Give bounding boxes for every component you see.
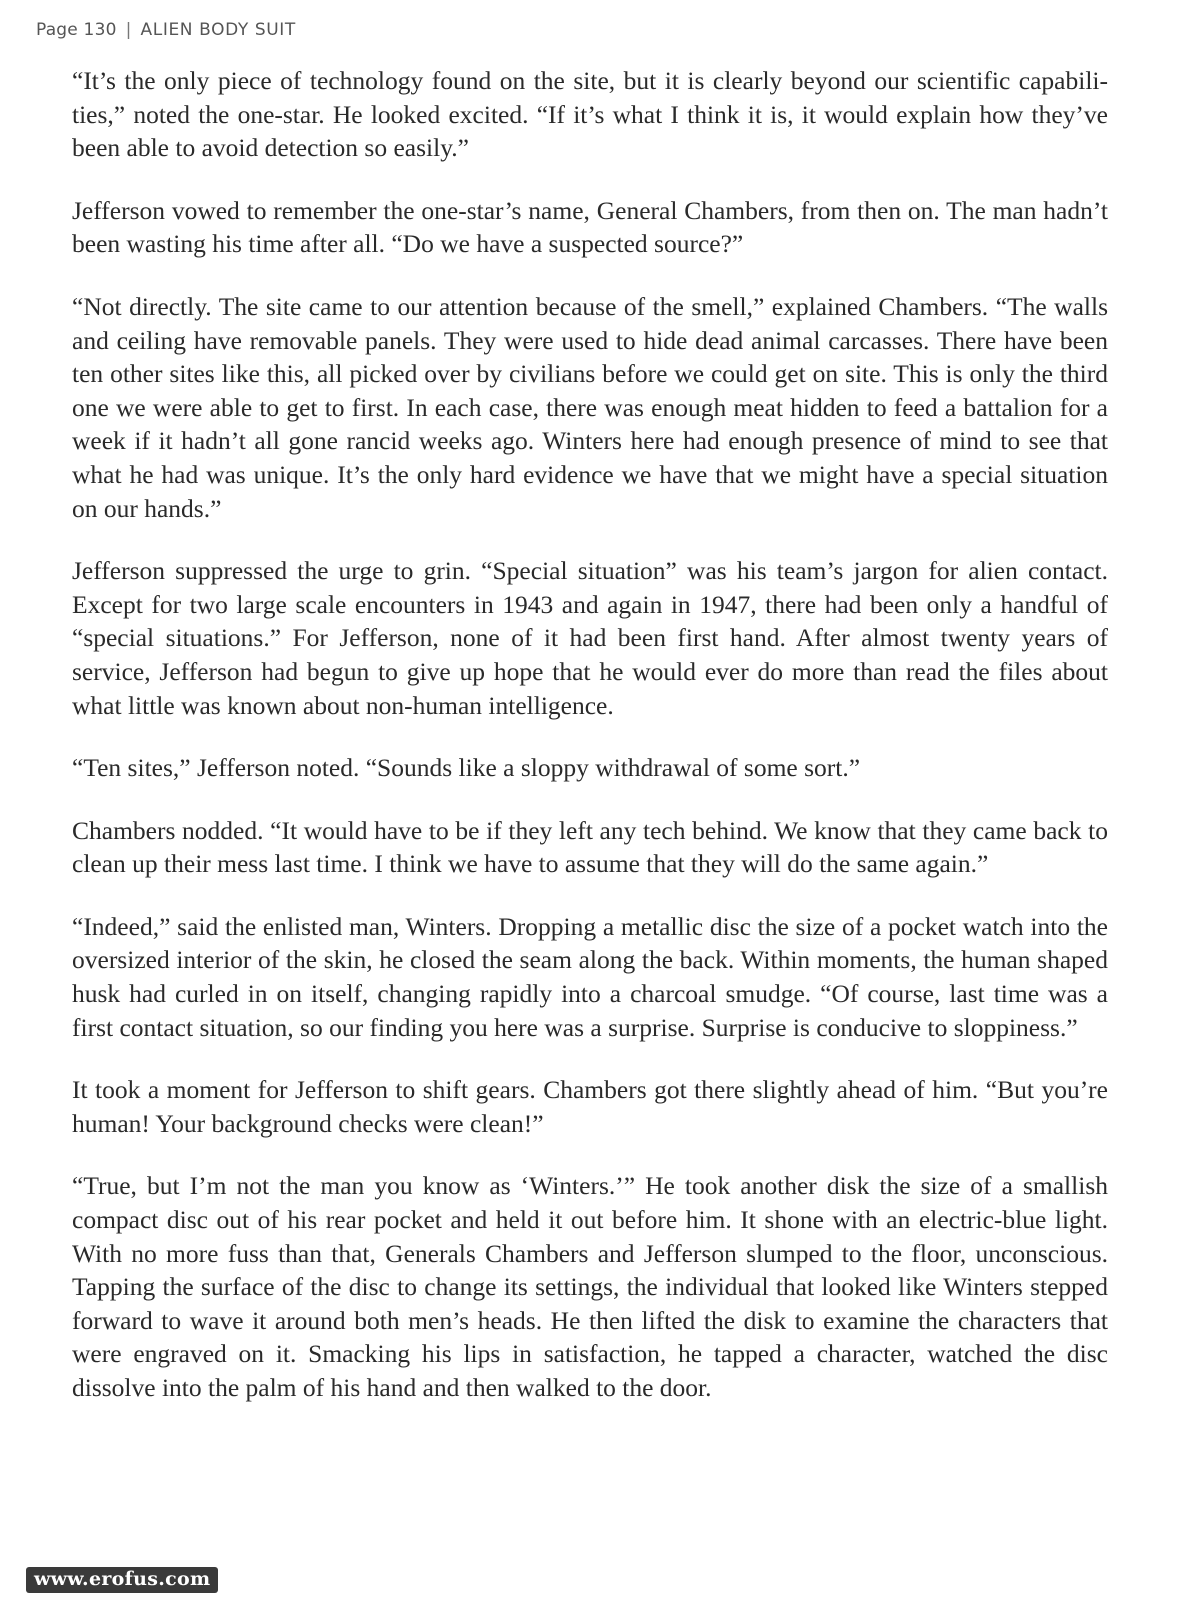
paragraph: Chambers nodded. “It would have to be if they left any tech behind. We know that they came back to clean up their mess last time. I think we have to assume that they will do the same again.” (72, 815, 1108, 879)
header-separator: | (125, 20, 132, 40)
watermark: www.erofus.com (26, 1567, 218, 1593)
paragraph: It took a moment for Jefferson to shift gears. Chambers got there slightly ahead of him. “But you’re human! Your background checks were clean!” (72, 1075, 1108, 1138)
paragraph: “Ten sites,” Jefferson noted. “Sounds like a sloppy withdrawal of some sort.” (72, 753, 861, 783)
paragraph: Jefferson suppressed the urge to grin. “Special situation” was his team’s jargon for alien contact. Except for two large scale encounters in 1943 and again in 1947, there had been only a handful of “special situations.” For Jefferson, none of it had been first hand. After almost twenty years of service, Jefferson had begun to give up hope that he would ever do more than read the files about what little was known about non-human intelligence. (72, 556, 1108, 720)
body-text (72, 64, 1108, 1434)
paragraph: “True, but I’m not the man you know as ‘Winters.’” He took another disk the size of a smallish compact disc out of his rear pocket and held it out before him. It shone with an electric-blue light. With no more fuss than that, Generals Chambers and Jefferson slumped to the floor, unconscious. Tapping the surface of the disc to change its settings, the individual that looked like Winters stepped forward to wave it around both men’s heads. He then lifted the disk to examine the characters that were engraved on it. Smacking his lips in satisfaction, he tapped a character, watched the disc dissolve into the palm of his hand and then walked to the door. (72, 1171, 1108, 1402)
paragraph: “Not directly. The site came to our attention because of the smell,” explained Chambers. “The walls and ceiling have removable panels. They were used to hide dead animal carcasses. There have been ten other sites like this, all picked over by civilians before we could get on site. This is only the third one we were able to get to first. In each case, there was enough meat hidden to feed a battalion for a week if it hadn’t all gone rancid weeks ago. Winters here had enough presence of mind to see that what he had was unique. It’s the only hard evidence we have that we might have a special situation on our hands.” (72, 291, 1108, 523)
paragraph: Jefferson vowed to remember the one-star’s name, General Chambers, from then on. The man hadn’t been wasting his time after all. “Do we have a suspected source?” (72, 195, 1108, 259)
book-title: ALIEN BODY SUIT (140, 20, 296, 40)
running-header (36, 20, 296, 40)
page-number: Page 130 (36, 20, 117, 40)
paragraph: “Indeed,” said the enlisted man, Winters. Dropping a metallic disc the size of a pocket watch into the oversized interior of the skin, he closed the seam along the back. Within moments, the human shaped husk had curled in on itself, changing rapidly into a charcoal smudge. “Of course, last time was a first contact situation, so our finding you here was a surprise. Surprise is conducive to sloppiness.” (72, 911, 1108, 1042)
paragraph: “It’s the only piece of technology found on the site, but it is clearly beyond our scientific capabilities,” noted the one-star. He looked excited. “If it’s what I think it is, it would explain how they’ve been able to avoid detection so easily.” (72, 66, 1108, 163)
